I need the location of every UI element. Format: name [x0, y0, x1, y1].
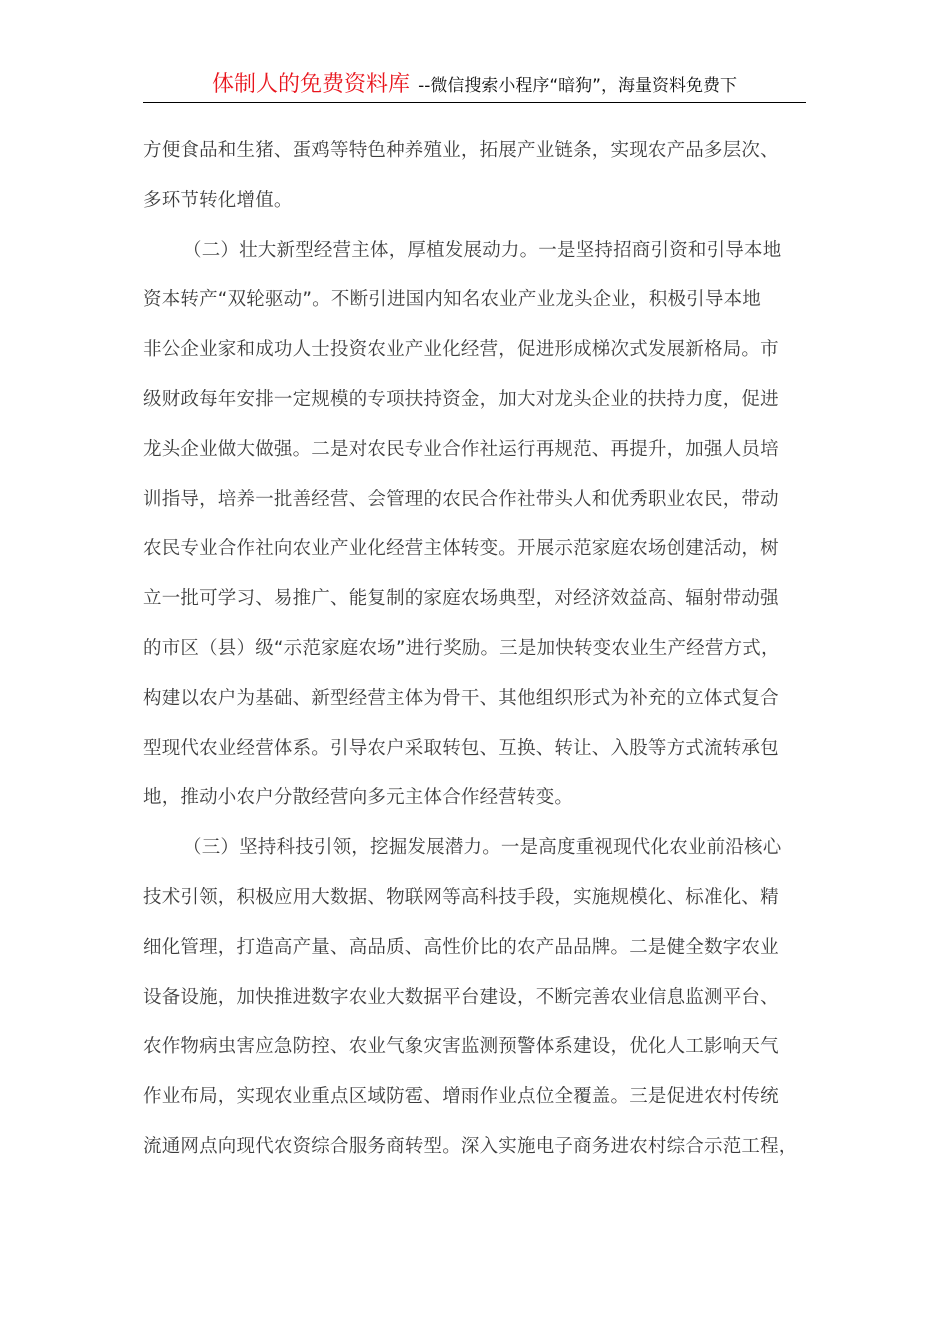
- text-line: 资本转产“双轮驱动”。不断引进国内知名农业产业龙头企业，积极引导本地: [143, 289, 761, 311]
- page-header: [143, 68, 806, 103]
- text-line: 方便食品和生猪、蛋鸡等特色种养殖业，拓展产业链条，实现农产品多层次、: [143, 140, 779, 161]
- text-line: 细化管理，打造高产量、高品质、高性价比的农产品品牌。二是健全数字农业: [143, 936, 779, 958]
- text-line: 多环节转化增值。: [143, 189, 293, 211]
- text-line: 龙头企业做大做强。二是对农民专业合作社运行再规范、再提升，加强人员培: [143, 438, 779, 460]
- text-line: 级财政每年安排一定规模的专项扶持资金，加大对龙头企业的扶持力度，促进: [143, 388, 779, 410]
- text-line: 流通网点向现代农资综合服务商转型。深入实施电子商务进农村综合示范工程，: [143, 1135, 798, 1157]
- text-line: 农民专业合作社向农业产业化经营主体转变。开展示范家庭农场创建活动，树: [143, 538, 779, 560]
- text-line: 设备设施，加快推进数字农业大数据平台建设，不断完善农业信息监测平台、: [143, 986, 779, 1008]
- header-subtitle: --微信搜索小程序“暗狗”，海量资料免费下: [418, 76, 737, 96]
- text-line: 作业布局，实现农业重点区域防雹、增雨作业点位全覆盖。三是促进农村传统: [143, 1086, 779, 1108]
- document-body: [143, 126, 806, 1172]
- text-line: 的市区（县）级“示范家庭农场”进行奖励。三是加快转变农业生产经营方式，: [143, 637, 780, 659]
- text-line: 训指导，培养一批善经营、会管理的农民合作社带头人和优秀职业农民，带动: [143, 488, 779, 510]
- text-line: 型现代农业经营体系。引导农户采取转包、互换、转让、入股等方式流转承包: [143, 737, 779, 759]
- text-line: 立一批可学习、易推广、能复制的家庭农场典型，对经济效益高、辐射带动强: [143, 588, 779, 610]
- section-heading-line: （二）壮大新型经营主体，厚植发展动力。一是坚持招商引资和引导本地: [183, 239, 782, 261]
- section-heading-line: （三）坚持科技引领，挖掘发展潜力。一是高度重视现代化农业前沿核心: [183, 837, 782, 859]
- header-title: 体制人的免费资料库: [212, 72, 411, 97]
- text-line: 构建以农户为基础、新型经营主体为骨干、其他组织形式为补充的立体式复合: [143, 687, 779, 709]
- text-line: 地，推动小农户分散经营向多元主体合作经营转变。: [143, 787, 574, 809]
- text-line: 技术引领，积极应用大数据、物联网等高科技手段，实施规模化、标准化、精: [143, 886, 779, 908]
- text-line: 农作物病虫害应急防控、农业气象灾害监测预警体系建设，优化人工影响天气: [143, 1036, 779, 1058]
- text-line: 非公企业家和成功人士投资农业产业化经营，促进形成梯次式发展新格局。市: [143, 339, 779, 361]
